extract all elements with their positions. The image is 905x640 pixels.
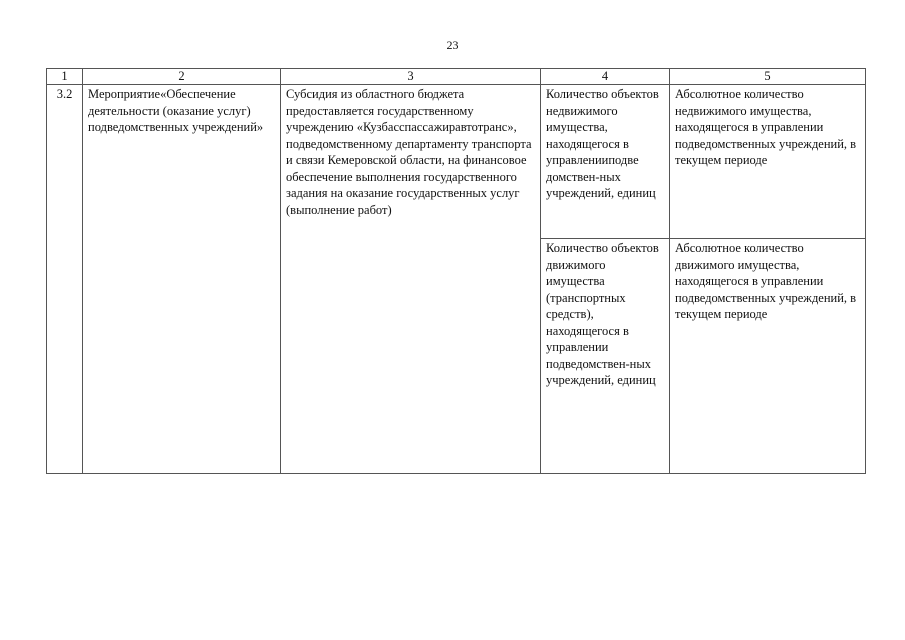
description-cell: Субсидия из областного бюджета предоставляется государственному учреждению «Кузбасспассажиравтотранс», подведомственному департаменту транспорта и связи Кемеровской области, на финансовое обеспечение выполнения государственного задания на оказание государственных услуг (выполнение работ) (281, 85, 541, 474)
header-col-4: 4 (541, 69, 670, 85)
header-col-2: 2 (83, 69, 281, 85)
header-col-3: 3 (281, 69, 541, 85)
table-row (47, 85, 866, 239)
row-number-cell: 3.2 (47, 85, 83, 474)
activity-cell: Мероприятие«Обеспечение деятельности (оказание услуг) подведомственных учреждений» (83, 85, 281, 474)
header-col-5: 5 (670, 69, 866, 85)
header-col-1: 1 (47, 69, 83, 85)
indicator-name-cell: Количество объектов недвижимого имущества, находящегося в управленииподве домствен-ных учреждений, единиц (541, 85, 670, 239)
indicator-method-cell: Абсолютное количество движимого имущества, находящегося в управлении подведомственных учреждений, в текущем периоде (670, 239, 866, 474)
measures-table (46, 68, 866, 474)
page-number: 23 (446, 38, 459, 52)
table-header-row (47, 69, 866, 85)
indicator-name-cell: Количество объектов движимого имущества (транспортных средств), находящегося в управлении подведомствен-ных учреждений, единиц (541, 239, 670, 474)
indicator-method-cell: Абсолютное количество недвижимого имущества, находящегося в управлении подведомственных учреждений, в текущем периоде (670, 85, 866, 239)
